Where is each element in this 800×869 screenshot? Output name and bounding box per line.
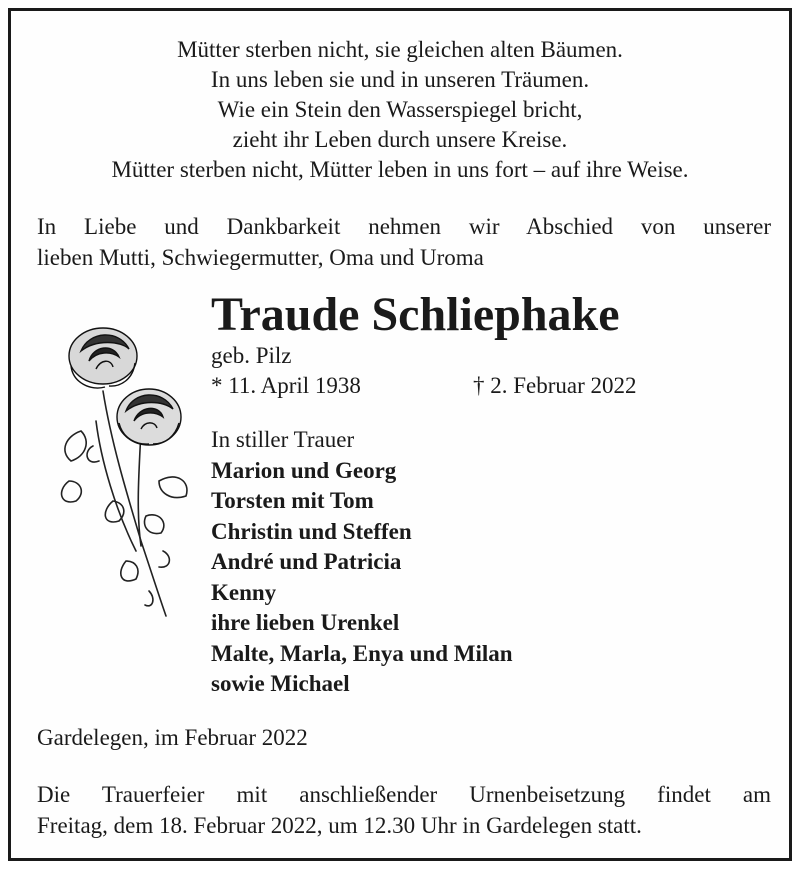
mourners-block bbox=[211, 425, 513, 700]
mourner-entry: sowie Michael bbox=[211, 671, 350, 696]
place-and-date: Gardelegen, im Februar 2022 bbox=[37, 725, 308, 750]
mourner-entry: ihre lieben Urenkel bbox=[211, 610, 400, 635]
funeral-details bbox=[37, 779, 771, 841]
mourner-entry: Torsten mit Tom bbox=[211, 488, 374, 513]
mourner-entry: Malte, Marla, Enya und Milan bbox=[211, 640, 513, 666]
poem-line: Wie ein Stein den Wasserspiegel bricht, bbox=[217, 97, 583, 122]
farewell-line-1: In Liebe und Dankbarkeit nehmen wir Abschied von unserer bbox=[37, 214, 771, 239]
poem-line: In uns leben sie und in unseren Träumen. bbox=[210, 67, 590, 92]
poem-line: Mütter sterben nicht, sie gleichen alten Bäumen. bbox=[177, 37, 623, 62]
deceased-name: Traude Schliephake bbox=[211, 288, 620, 341]
farewell-line-2: lieben Mutti, Schwiegermutter, Oma und Uroma bbox=[37, 245, 484, 270]
mourners-list bbox=[211, 456, 513, 700]
poem-line: Mütter sterben nicht, Mütter leben in uns fort – auf ihre Weise. bbox=[111, 157, 689, 182]
maiden-name: geb. Pilz bbox=[211, 343, 292, 368]
mourner-entry: Kenny bbox=[211, 579, 277, 605]
mourner-entry: Marion und Georg bbox=[211, 457, 397, 483]
mourning-heading: In stiller Trauer bbox=[211, 427, 355, 452]
farewell-text bbox=[37, 211, 771, 273]
poem-line: zieht ihr Leben durch unsere Kreise. bbox=[232, 127, 568, 152]
mourner-entry: André und Patricia bbox=[211, 549, 402, 574]
birth-date: * 11. April 1938 bbox=[211, 373, 361, 398]
memorial-poem bbox=[11, 35, 789, 185]
obituary-notice bbox=[8, 8, 792, 861]
mourner-entry: Christin und Steffen bbox=[211, 518, 412, 544]
funeral-line-1: Die Trauerfeier mit anschließender Urnenbeisetzung findet am bbox=[37, 782, 771, 807]
roses-illustration-icon bbox=[41, 311, 201, 621]
funeral-line-2: Freitag, dem 18. Februar 2022, um 12.30 Uhr in Gardelegen statt. bbox=[37, 813, 642, 838]
death-date: † 2. Februar 2022 bbox=[473, 373, 637, 398]
